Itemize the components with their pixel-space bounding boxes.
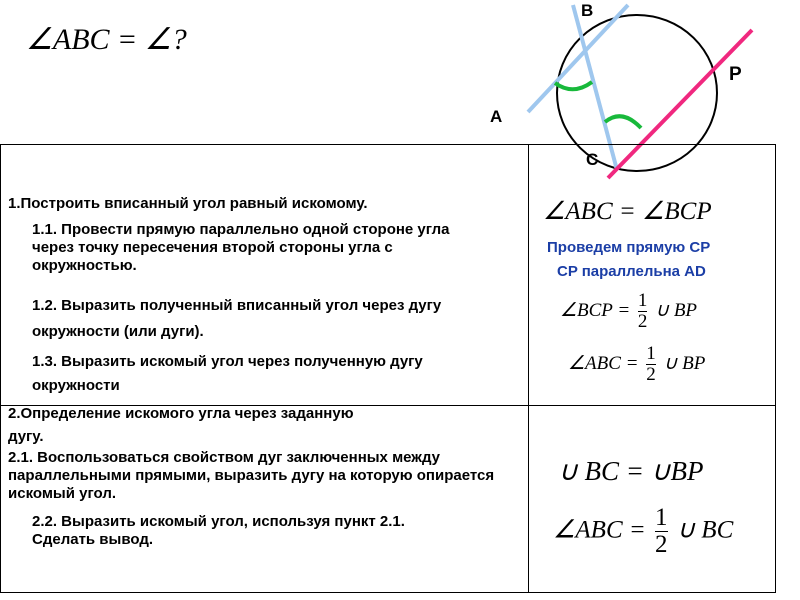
label-c: C [586,150,599,169]
label-p: P [729,64,742,85]
frac-num: 1 [646,343,656,364]
step-1-2: 1.2. Выразить полученный вписанный угол через дугу окружности (или дуги). [32,297,442,340]
arc-mark-c [605,116,641,128]
arc-mark-b [555,82,592,89]
frac-den: 2 [655,531,668,559]
fraction [655,505,668,559]
eq-abc-bcp: ∠ABC = ∠BCP [543,198,712,225]
frac-num: 1 [655,504,668,531]
eq-right: ∪ BP [655,299,698,321]
note-cp-parallel: CP параллельна AD [557,263,706,280]
eq-abc-arc-bp [568,344,705,385]
step-2: 2.Определение искомого угла через заданную дугу. [8,405,354,445]
eq-left: ∠ABC = [553,516,646,544]
frac-num: 1 [637,290,648,311]
step-1: 1.Построить вписанный угол равный искомому. [8,195,368,212]
step-2-1: 2.1. Воспользоваться свойством дуг заключенных между параллельными прямыми, выразить дугу на которую опирается искомый угол. [8,449,495,502]
frac-den: 2 [646,363,656,385]
table-cell [529,406,776,593]
step-2-2: 2.2. Выразить искомый угол, используя пункт 2.1. Сделать вывод. [32,513,405,548]
frac-den: 2 [637,310,648,332]
label-a: A [490,107,503,126]
eq-bcp-arc [560,291,697,332]
note-draw-cp: Проведем прямую CP [547,239,711,256]
fraction [638,291,648,332]
eq-arc-bc-bp: ∪ BC = ∪BP [558,456,704,486]
step-1-3: 1.3. Выразить искомый угол через полученную дугу окружности [32,353,423,394]
fraction [646,344,656,385]
step-1-1: 1.1. Провести прямую параллельно одной стороне угла через точку пересечения второй стороны угла с окружностью. [32,221,450,274]
eq-abc-arc-bc [553,505,733,559]
eq-right: ∪ BP [663,352,706,374]
eq-left: ∠BCP = [560,299,631,321]
title-formula: ∠ABC = ∠? [26,23,187,56]
eq-right: ∪ BC [676,516,734,544]
label-b: B [581,1,594,20]
eq-left: ∠ABC = [568,352,639,374]
